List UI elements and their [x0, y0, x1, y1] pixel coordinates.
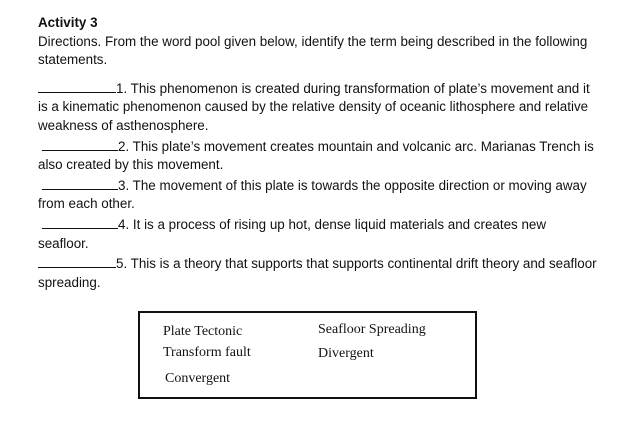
activity-title: Activity 3 — [38, 15, 98, 30]
answer-blank[interactable] — [42, 214, 118, 229]
statement-text: It is a process of rising up hot, dense liquid materials and creates new seafloor. — [38, 216, 547, 251]
statement-item — [38, 175, 598, 214]
statement-list — [38, 78, 598, 293]
statement-item — [38, 253, 598, 292]
word-pool-box — [138, 311, 477, 399]
answer-blank[interactable] — [42, 136, 118, 151]
statement-text: This is a theory that supports that supports continental drift theory and seafloor spreading. — [38, 256, 597, 290]
answer-blank[interactable] — [38, 78, 116, 93]
answer-blank[interactable] — [42, 175, 118, 190]
word-pool-term: Transform fault — [163, 345, 251, 360]
statement-number: 4. — [118, 216, 130, 232]
statement-text: This phenomenon is created during transformation of plate’s movement and it is a kinematic phenomenon caused by the relative density of oceanic lithosphere and relative weakness of asthenosphere. — [38, 80, 590, 133]
statement-number: 5. — [116, 256, 128, 272]
word-pool-term: Divergent — [318, 346, 374, 361]
statement-item — [38, 214, 598, 253]
statement-number: 1. — [116, 80, 128, 96]
directions-text: Directions. From the word pool given below, identify the term being described in the following statements. — [38, 33, 588, 68]
word-pool-term: Plate Tectonic — [163, 324, 243, 339]
statement-item — [38, 136, 598, 175]
statement-text: The movement of this plate is towards the opposite direction or moving away from each other. — [38, 177, 587, 212]
statement-item — [38, 78, 598, 136]
statement-number: 3. — [118, 177, 130, 193]
statement-number: 2. — [118, 138, 130, 154]
activity-worksheet — [38, 14, 598, 292]
statement-text: This plate’s movement creates mountain and volcanic arc. Marianas Trench is also created by this movement. — [38, 138, 594, 173]
word-pool-term: Convergent — [165, 371, 231, 386]
word-pool-term: Seafloor Spreading — [318, 322, 426, 337]
answer-blank[interactable] — [38, 253, 116, 268]
